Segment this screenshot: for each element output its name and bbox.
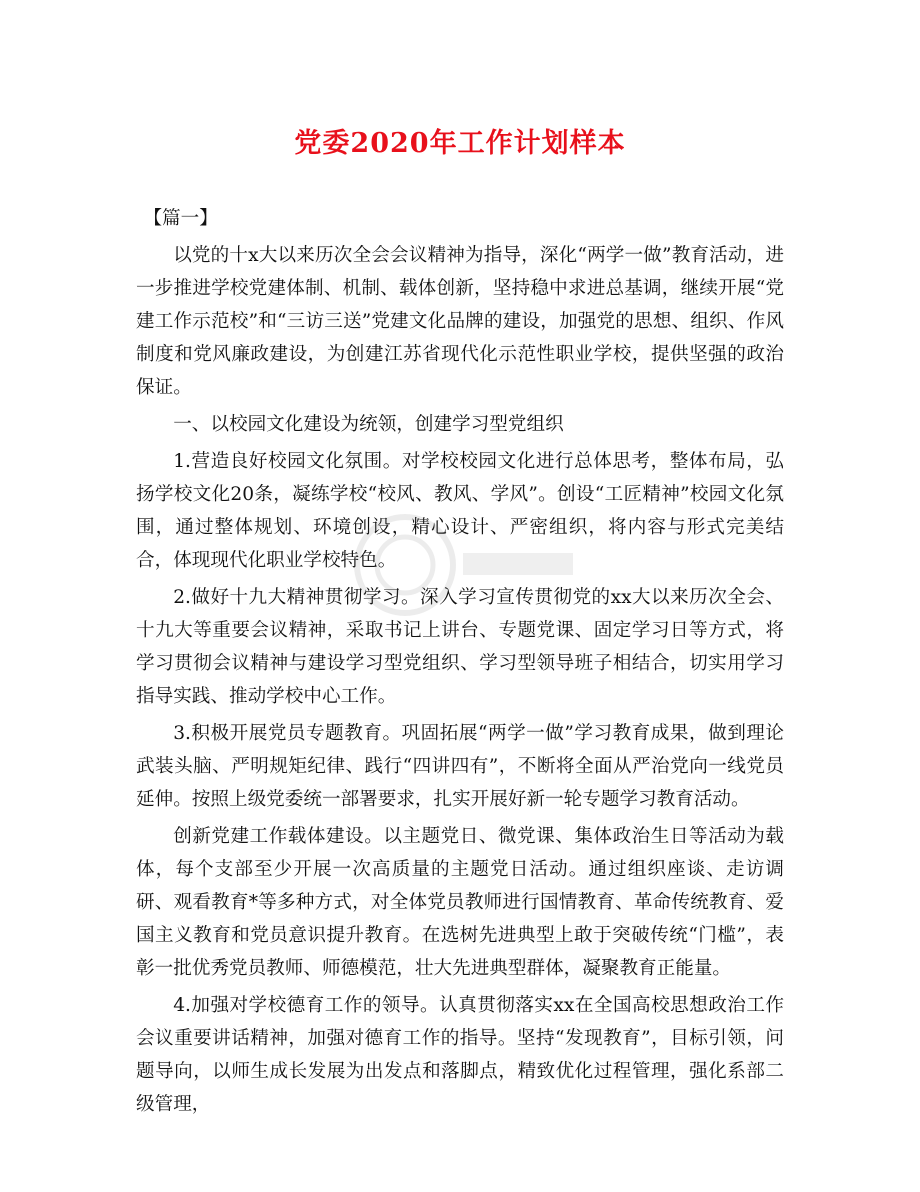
paragraph-item-2: 2.做好十九大精神贯彻学习。深入学习宣传贯彻党的xx大以来历次全会、十九大等重要会议精神，采取书记上讲台、专题党课、固定学习日等方式，将学习贯彻会议精神与建设学习型党组织、学习型领导班子相结合，切实用学习指导实践、推动学校中心工作。 — [136, 587, 784, 707]
paragraph-item-4: 4.加强对学校德育工作的领导。认真贯彻落实xx在全国高校思想政治工作会议重要讲话精神，加强对德育工作的指导。坚持“发现教育”，目标引领，问题导向，以师生成长发展为出发点和落脚点，精致优化过程管理，强化系部二级管理， — [136, 995, 784, 1115]
paragraph-intro: 以党的十x大以来历次全会会议精神为指导，深化“两学一做”教育活动，进一步推进学校党建体制、机制、载体创新，坚持稳中求进总基调，继续开展“党建工作示范校”和“三访三送”党建文化品牌的建设，加强党的思想、组织、作风制度和党风廉政建设，为创建江苏省现代化示范性职业学校，提供坚强的政治保证。 — [136, 245, 784, 398]
paragraph-innovation: 创新党建工作载体建设。以主题党日、微党课、集体政治生日等活动为载体，每个支部至少开展一次高质量的主题党日活动。通过组织座谈、走访调研、观看教育*等多种方式，对全体党员教师进行国情教育、革命传统教育、爱国主义教育和党员意识提升教育。在选树先进典型上敢于突破传统“门槛”，表彰一批优秀党员教师、师德模范，壮大先进典型群体，凝聚教育正能量。 — [136, 826, 784, 979]
paragraph-item-1: 1.营造良好校园文化氛围。对学校校园文化进行总体思考，整体布局，弘扬学校文化20条，凝练学校“校风、教风、学风”。创设“工匠精神”校园文化氛围，通过整体规划、环境创设，精心设计、严密组织，将内容与形式完美结合，体现现代化职业学校特色。 — [136, 451, 784, 571]
paragraph-item-3: 3.积极开展党员专题教育。巩固拓展“两学一做”学习教育成果，做到理论武装头脑、严明规矩纪律、践行“四讲四有”，不断将全面从严治党向一线党员延伸。按照上级党委统一部署要求，扎实开展好新一轮专题学习教育活动。 — [136, 723, 784, 810]
document-title: 党委2020年工作计划样本 — [294, 128, 626, 159]
heading-section-1: 一、以校园文化建设为统领，创建学习型党组织 — [173, 414, 564, 435]
document-body — [136, 202, 784, 1121]
section-label: 【篇一】 — [143, 208, 218, 229]
